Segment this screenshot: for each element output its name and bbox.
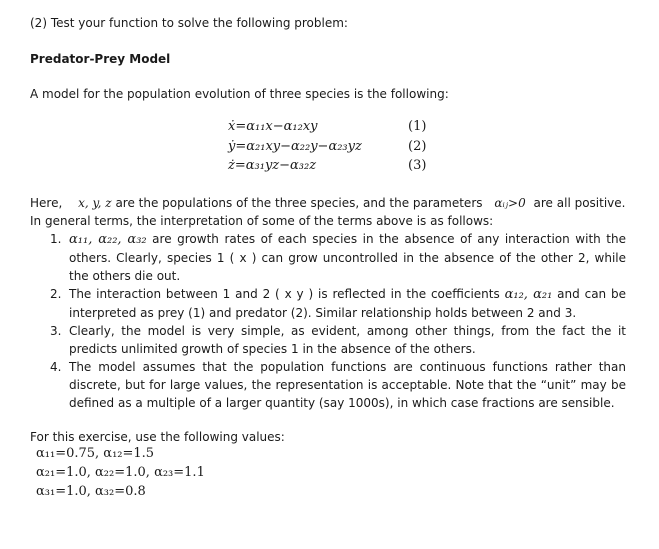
equation-3-number: (3) [408,158,427,173]
equation-1: ẋ=α₁₁x−α₁₂xy [228,119,318,134]
list-item [30,358,626,412]
here-param: αᵢⱼ>0 [494,196,526,210]
list-item-text: The interaction between 1 and 2 ( x y ) is reflected in the coefficients [69,287,505,301]
list-item-text: are growth rates of each species in the absence of any interaction with the others. Clearly, species 1 ( x ) can grow uncontrolled in the absence of the other 2, while the others die out. [69,232,627,283]
interpretation-list [30,230,626,412]
here-vars: x, y, z [78,196,112,210]
equation-1-number: (1) [408,119,427,134]
list-item-number: 1. [50,232,62,246]
here-line [30,194,625,212]
intro-text: A model for the population evolution of three species is the following: [30,87,449,101]
list-item-text: Clearly, the model is very simple, as evident, among other things, from the fact the it predicts unlimited growth of species 1 in the absence of the others. [69,324,626,356]
list-item-number: 4. [50,360,62,374]
page-title: Predator-Prey Model [30,52,171,66]
equation-3: ż=α₃₁yz−α₃₂z [228,158,317,173]
list-item-math: α₁₂, α₂₁ [504,287,553,302]
here-pre: Here, [30,196,67,210]
here-mid: are the populations of the three species, and the parameters [111,196,487,210]
equation-2: ẏ=α₂₁xy−α₂₂y−α₂₃yz [228,139,362,154]
values-row-1: α₁₁=0.75, α₁₂=1.5 [36,446,155,461]
here-post: are all positive. [529,196,626,210]
values-row-2: α₂₁=1.0, α₂₂=1.0, α₂₃=1.1 [36,465,205,480]
list-item-text: The model assumes that the population functions are continuous functions rather than discrete, but for large values, the representation is acceptable. Note that the “unit” may be defined as a multiple of a larger quantity (say 1000s), in which case fractions are sensible. [69,360,626,410]
list-item-number: 3. [50,324,62,338]
list-item [30,230,626,285]
list-item [30,322,626,358]
values-row-3: α₃₁=1.0, α₃₂=0.8 [36,484,146,499]
general-text: In general terms, the interpretation of some of the terms above is as follows: [30,214,494,228]
equation-2-number: (2) [408,139,427,154]
section-heading: (2) Test your function to solve the following problem: [30,16,348,30]
list-item-math: α₁₁, α₂₂, α₃₂ [69,232,147,247]
list-item-number: 2. [50,287,62,301]
exercise-text: For this exercise, use the following values: [30,430,285,444]
list-item [30,285,626,322]
list-item-text-2: and can be interpreted as prey (1) and predator (2). Similar relationship holds between 2 and 3. [69,287,627,320]
